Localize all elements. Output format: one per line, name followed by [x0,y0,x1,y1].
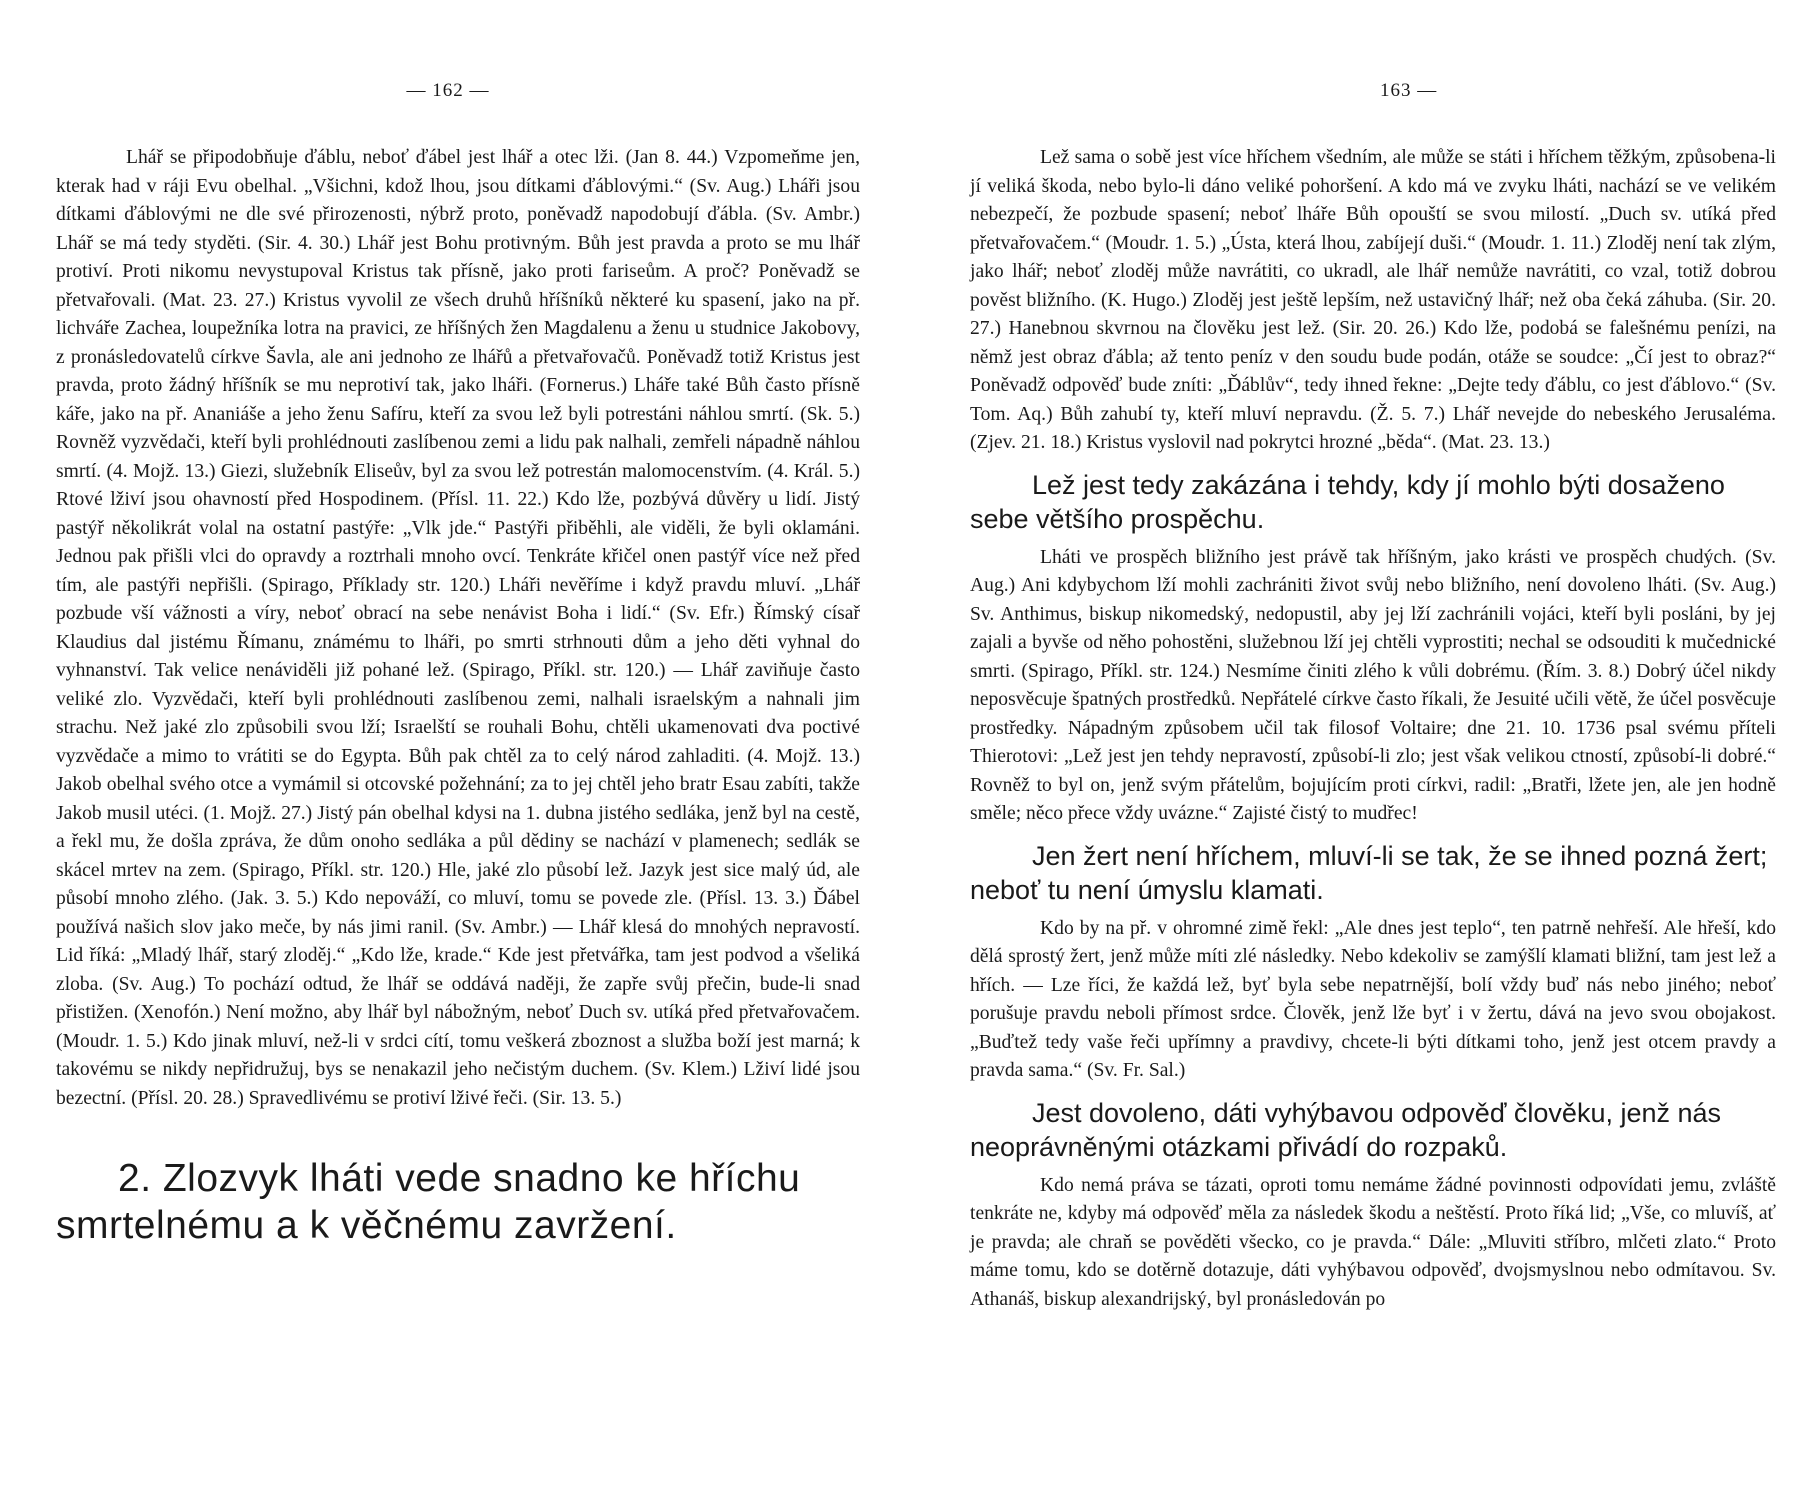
subsection-heading: Jen žert není hříchem, mluví-li se tak, že se ihned pozná žert; neboť tu není úmyslu klamati. [970,840,1768,905]
right-page [950,0,1796,1500]
body-paragraph: Lhář se připodobňuje ďáblu, neboť ďábel jest lhář a otec lži. (Jan 8. 44.) Vzpomeňme jen, kterak had v ráji Evu obelhal. „Všichni, kdož lhou, jsou dítkami ďáblovými.“ (Sv. Aug.) Lháři jsou dítkami ďáblovými ne dle své přirozenosti, nýbrž proto, poněvadž napodobují ďábla. (Sv. Ambr.) Lhář se má tedy styděti. (Sir. 4. 30.) Lhář jest Bohu protivným. Bůh jest pravda a proto se mu lhář protiví. Proti nikomu nevystupoval Kristus tak přísně, jako proti fariseům. A proč? Poněvadž se přetvařovali. (Mat. 23. 27.) Kristus vyvolil ze všech druhů hříšníků některé ku spasení, jako na př. lichváře Zachea, loupežníka lotra na pravici, ze hříšných žen Magdalenu a ženu u studnice Jakobovy, z pronásledovatelů církve Šavla, ale ani jednoho ze lhářů a přetvařovačů. Poněvadž totiž Kristus jest pravda, proto žádný hříšník se mu neprotiví tak, jako lháři. (Fornerus.) Lháře také Bůh často přísně káře, jako na př. Ananiáše a jeho ženu Safíru, kteří za svou lež byli potrestáni náhlou smrtí. (Sk. 5.) Rovněž vyzvědači, kteří byli prohlédnouti zaslíbenou zemi a lidu pak nalhali, zemřeli nápadně náhlou smrtí. (4. Mojž. 13.) Giezi, služebník Eliseův, byl za svou lež potrestán malomocenstvím. (4. Král. 5.) Rtové lživí jsou ohavností před Hospodinem. (Přísl. 11. 22.) Kdo lže, pozbývá důvěry u lidí. Jistý pastýř několikrát volal na ostatní pastýře: „Vlk jde.“ Pastýři přiběhli, ale viděli, že byli oklamáni. Jednou pak přišli vlci do opravdy a roztrhali mnoho ovcí. Tenkráte křičel onen pastýř více než před tím, ale pastýři nepřišli. (Spirago, Příklady str. 120.) Lháři nevěříme i když pravdu mluví. „Lhář pozbude vší vážnosti a víry, neboť obrací na sebe nenávist Boha i lidí.“ (Sv. Efr.) Římský císař Klaudius dal jistému Římanu, známému to lháři, po smrti strhnouti dům a jeho děti vyhnal do vyhnanství. Tak velice nenáviděli již pohané lež. (Spirago, Příkl. str. 120.) — Lhář zaviňuje často veliké zlo. Vyzvědači, kteří byli prohlédnouti zaslíbenou zemi, nalhali israelským a nahnali jim strachu. Než jaké zlo způsobili svou lží; Israelští se rouhali Bohu, chtěli ukamenovati dva poctivé vyzvědače a mimo to vrátiti se do Egypta. Bůh pak chtěl za to celý národ zahladiti. (4. Mojž. 13.) Jakob obelhal svého otce a vymámil si otcovské požehnání; za to jej chtěl jeho bratr Esau zabíti, takže Jakob musil utéci. (1. Mojž. 27.) Jistý pán obelhal kdysi na 1. dubna jistého sedláka, jenž byl na cestě, a řekl mu, že došla zpráva, že dům onoho sedláka a půl dědiny se nachází v plamenech; sedlák se skácel mrtev na zem. (Spirago, Příkl. str. 120.) Hle, jaké zlo působí lež. Jazyk jest sice malý úd, ale působí mnoho zlého. (Jak. 3. 5.) Kdo nepováží, co mluví, tomu se povede zle. (Přísl. 13. 3.) Ďábel používá našich slov jako meče, by nás jimi ranil. (Sv. Ambr.) — Lhář klesá do mnohých nepravostí. Lid říká: „Mladý lhář, starý zloděj.“ „Kdo lže, krade.“ Kde jest přetvářka, tam jest podvod a všeliká zloba. (Sv. Aug.) To pochází odtud, že lhář se oddává naději, že zapře svůj přečin, bude-li snad přistižen. (Xenofón.) Není možno, aby lhář byl nábožným, neboť Duch sv. utíká před přetvařovačem. (Moudr. 1. 5.) Kdo jinak mluví, než-li v srdci cítí, tomu veškerá zboznost a služba boží jest marná; k takovému se nikdy nepřidružuj, bys se nenakazil jeho nečistým duchem. (Sv. Klem.) Lživí lidé jsou bezectní. (Přísl. 20. 28.) Spravedlivému se protiví lživé řeči. (Sir. 13. 5.) [56,147,860,1109]
page-number: 163 — [1380,80,1438,101]
page-number: — 162 — [406,80,490,101]
subsection-heading: Lež jest tedy zakázána i tehdy, kdy jí mohlo býti dosaženo sebe většího prospěchu. [970,469,1725,534]
body-paragraph: Kdo by na př. v ohromné zimě řekl: „Ale dnes jest teplo“, ten patrně nehřeší. Ale hřeší, kdo dělá sprostý žert, jenž může míti zlé následky. Nebo kdekoliv se zamýšlí klamati bližní, tam jest lež a hřích. — Lze říci, že každá lež, byť byla sebe nepatrnější, bolí vždy buď nás nebo jiného; neboť porušuje pravdu neboli přímost srdce. Člověk, jenž lže byť i v žertu, dává na jevo svou obojakost. „Buďtež tedy vaše řeči upřímny a pravdivy, chcete-li býti dítkami toho, jenž jest otcem pravdy a pravda sama.“ (Sv. Fr. Sal.) [970,917,1776,1081]
subsection-heading: Jest dovoleno, dáti vyhýbavou odpověď člověku, jenž nás neoprávněnými otázkami přivádí do rozpaků. [970,1097,1722,1162]
section-heading: 2. Zlozvyk lháti vede snadno ke hříchu smrtelnému a k věčnému zavržení. [56,1157,801,1247]
body-paragraph: Lháti ve prospěch bližního jest právě tak hříšným, jako krásti ve prospěch chudých. (Sv. Aug.) Ani kdybychom lží mohli zachrániti život svůj nebo bližního, není dovoleno lháti. (Sv. Aug.) Sv. Anthimus, biskup nikomedský, nedopustil, aby jej lží zachránili vojáci, kteří byli posláni, by jej zajali a byvše od něho pohostěni, služebnou lží jej chtěli vyprostiti; nechal se odsouditi k mučednické smrti. (Spirago, Příkl. str. 124.) Nesmíme činiti zlého k vůli dobrému. (Řím. 3. 8.) Dobrý účel nikdy neposvěcuje špatných prostředků. Nepřátelé církve často říkali, že Jesuité učili větě, že účel posvěcuje prostředky. Nápadným způsobem učil tak filosof Voltaire; dne 21. 10. 1736 psal svému příteli Thierotovi: „Lež jest jen tehdy nepravostí, způsobí-li zlo; jest však velikou ctností, způsobí-li dobré.“ Rovněž to byl on, jenž svým přátelům, bojujícím proti církvi, radil: „Bratři, lžete jen, ale jen hodně směle; něco přece vždy uvázne.“ Zajisté čistý to mudřec! [970,546,1776,824]
left-page [0,0,880,1500]
body-paragraph: Lež sama o sobě jest více hříchem všedním, ale může se státi i hříchem těžkým, způsobena-li jí veliká škoda, nebo bylo-li dáno veliké pohoršení. A kdo má ve zvyku lháti, nachází se ve velikém nebezpečí, že pozbude spasení; neboť lháře Bůh opouští se svou milostí. „Duch sv. utíká před přetvařovačem.“ (Moudr. 1. 5.) „Ústa, která lhou, zabíjejí duši.“ (Moudr. 1. 11.) Zloděj není tak zlým, jako lhář; neboť zloděj může navrátiti, co ukradl, ale lhář nemůže navrátiti, co vzal, totiž dobrou pověst bližního. (K. Hugo.) Zloděj jest ještě lepším, než ustavičný lhář; než oba čeká záhuba. (Sir. 20. 27.) Hanebnou skvrnou na člověku jest lež. (Sir. 20. 26.) Kdo lže, podobá se falešnému penízi, na němž jest obraz ďábla; až tento peníz v den soudu bude podán, otáže se soudce: „Čí jest to obraz?“ Poněvadž odpověď bude zníti: „Ďáblův“, tedy ihned řekne: „Dejte tedy ďáblu, co jest ďáblovo.“ (Sv. Tom. Aq.) Bůh zahubí ty, kteří mluví nepravdu. (Ž. 5. 7.) Lhář nevejde do nebeského Jerusaléma. (Zjev. 21. 18.) Kristus vyslovil nad pokrytci hrozné „běda“. (Mat. 23. 13.) [970,147,1776,453]
body-paragraph: Kdo nemá práva se tázati, oproti tomu nemáme žádné povinnosti odpovídati jemu, zvláště tenkráte ne, kdyby má odpověď měla za následek škodu a neštěstí. Proto říká lid; „Vše, co mluvíš, ať je pravda; ale chraň se pověděti všecko, co je pravda.“ Dále: „Mluviti stříbro, mlčeti zlato.“ Proto máme tomu, kdo se dotěrně dotazuje, dáti vyhýbavou odpověď, dvojsmyslnou nebo odmítavou. Sv. Athanáš, biskup alexandrijský, byl pronásledován po [970,1174,1776,1310]
